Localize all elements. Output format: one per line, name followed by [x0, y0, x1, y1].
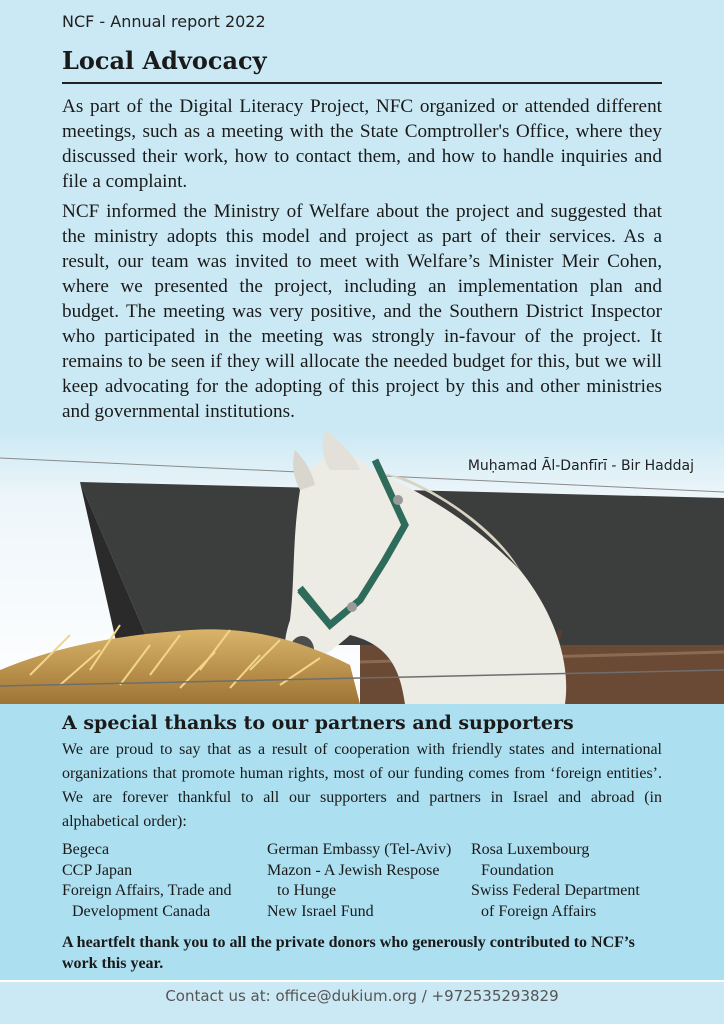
partner-item: Development Canada	[72, 902, 211, 920]
partner-item: Foundation	[481, 861, 554, 879]
partner-item: German Embassy (Tel-Aviv)	[267, 841, 452, 858]
photo-caption: Muḥamad Āl-Danfīrī - Bir Haddaj	[467, 458, 694, 474]
section-title: Local Advocacy	[62, 46, 267, 75]
partners-column-1	[62, 840, 262, 922]
advocacy-paragraph-2: NCF informed the Ministry of Welfare about the project and suggested that the ministry adopts this model and project as part of their services. As a result, our team was invited to meet with Welfare’s Minister Meir Cohen, where we presented the project, including an implementation plan and budget. The meeting was very positive, and the Southern District Inspector who participated in the meeting was strongly in-favour of the project. It remains to be seen if they will allocate the needed budget for this, but we will keep advocating for the adopting of this project by this and other ministries and governmental institutions.	[62, 201, 662, 422]
partner-item: Foreign Affairs, Trade and	[62, 882, 232, 899]
title-divider	[62, 82, 662, 84]
partners-column-2	[267, 840, 467, 922]
partner-item: New Israel Fund	[267, 902, 374, 920]
thanks-intro: We are proud to say that as a result of cooperation with friendly states and international organizations that promote human rights, most of our funding comes from ‘foreign entities’. We are forever thankful to all our supporters and partners in Israel and abroad (in alphabetical order):	[62, 741, 662, 830]
partner-item: Swiss Federal Department	[471, 882, 640, 899]
partner-item: to Hunge	[277, 882, 337, 899]
partner-item: of Foreign Affairs	[481, 902, 597, 920]
running-header: NCF - Annual report 2022	[62, 12, 266, 31]
partner-item: Rosa Luxembourg	[471, 841, 590, 858]
footer	[0, 980, 724, 1024]
partner-item: Begeca	[62, 841, 110, 858]
advocacy-paragraph-1: As part of the Digital Literacy Project, NFC organized or attended different meetings, such as a meeting with the State Comptroller's Office, where they discussed their work, how to contact them, and how to handle inquiries and file a complaint.	[62, 96, 662, 192]
contact-info: Contact us at: office@dukium.org / +972535293829	[165, 987, 559, 1005]
closing-thanks: A heartfelt thank you to all the private donors who generously contributed to NCF’s work this year.	[62, 934, 635, 972]
partner-item: Mazon - A Jewish Respose	[267, 861, 440, 879]
thanks-title: A special thanks to our partners and supporters	[62, 712, 574, 734]
partner-item: CCP Japan	[62, 861, 133, 879]
partners-column-3	[471, 840, 671, 922]
